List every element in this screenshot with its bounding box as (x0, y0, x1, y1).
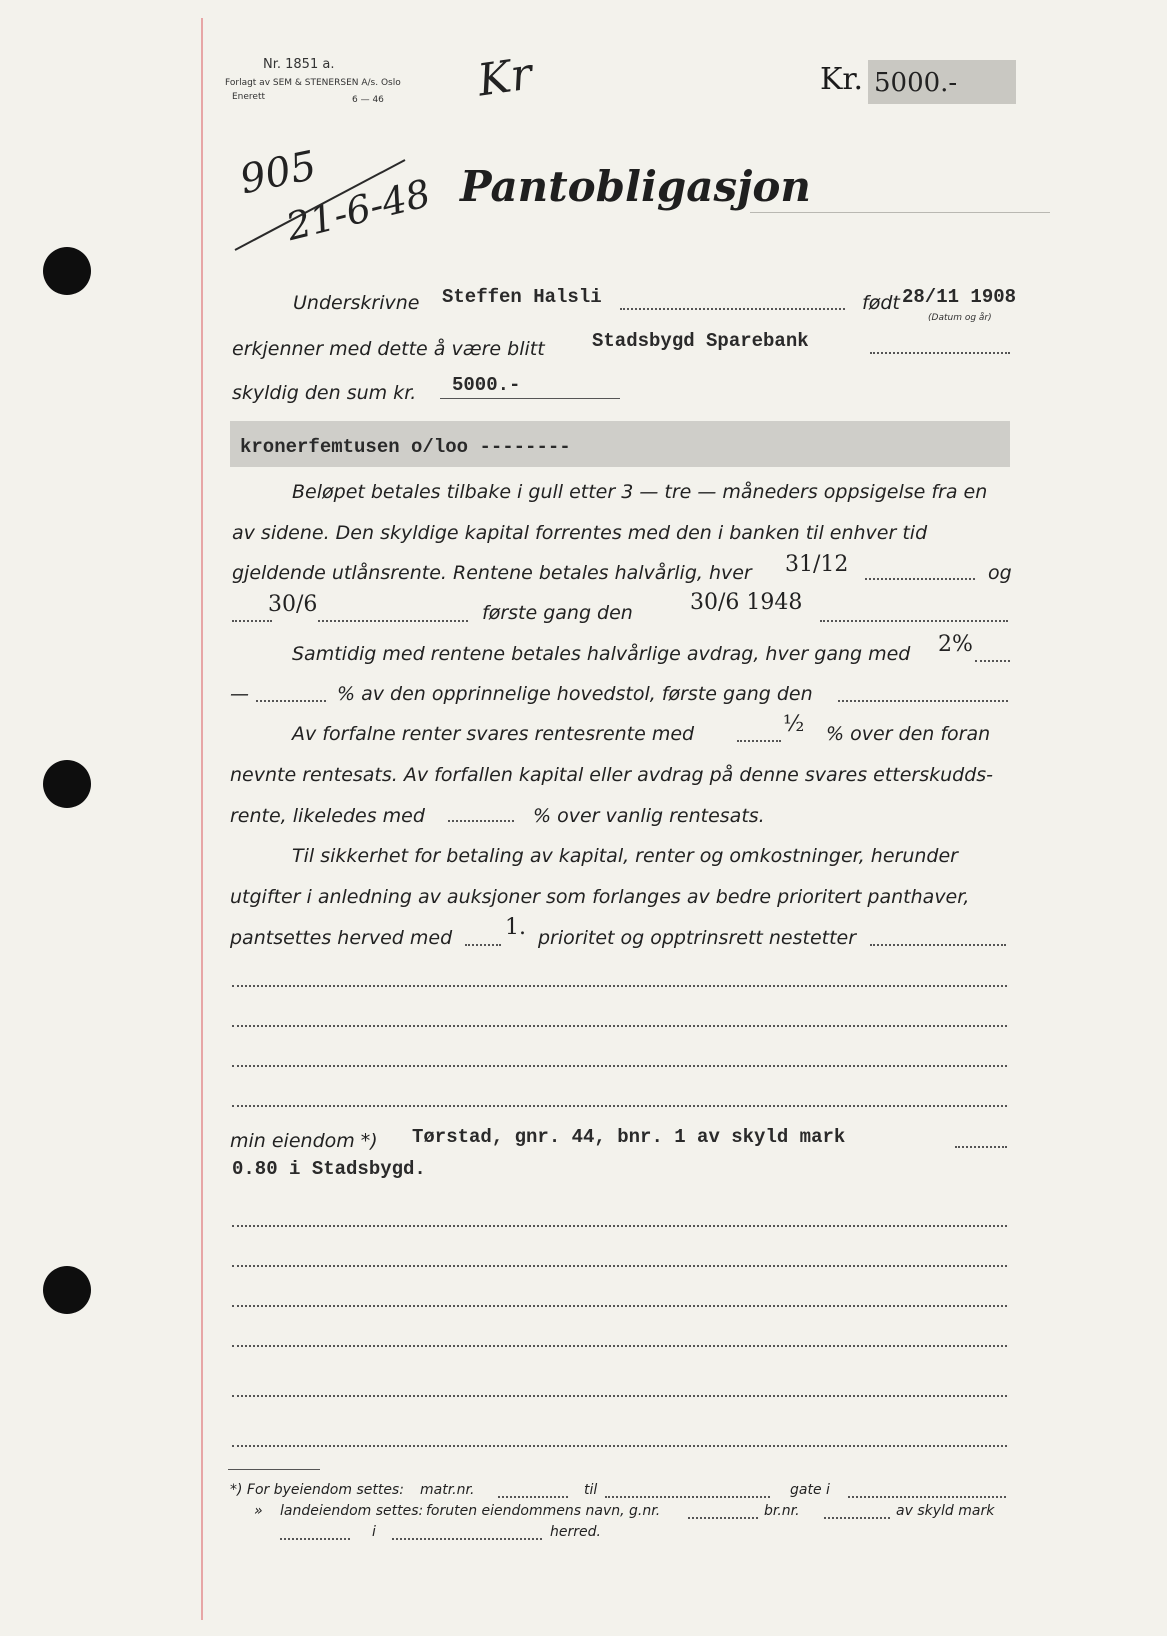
debtor-label: Underskrivne (293, 292, 420, 314)
footnote-1d-dots (848, 1496, 1006, 1498)
installment-percent: 2% (938, 632, 973, 657)
line12-dots (870, 944, 1006, 946)
blank-line-3 (232, 1065, 1007, 1067)
property-dots (955, 1146, 1007, 1148)
first-date-dots (820, 620, 1008, 622)
terms-line-5: Samtidig med rentene betales halvårlige avdrag, hver gang med (292, 643, 911, 665)
title-rule (750, 212, 1050, 213)
property-line-1: Tørstad, gnr. 44, bnr. 1 av skyld mark (412, 1126, 846, 1148)
footnote-2a: » (254, 1503, 263, 1519)
handwritten-date: 21-6-48 (281, 170, 435, 250)
property-label: min eiendom *) (230, 1130, 378, 1152)
amount-label: Kr. (820, 62, 863, 97)
date1-dots (865, 578, 975, 580)
publisher: Forlagt av SEM & STENERSEN A/s. Oslo (225, 78, 401, 88)
footnote-1a: *) For byeiendom settes: (230, 1482, 404, 1498)
og-label: og (988, 562, 1012, 584)
overdue-dots (737, 740, 781, 742)
handwritten-initials: Kr (474, 48, 536, 107)
debtor-name: Steffen Halsli (442, 286, 602, 308)
terms-line-10: Til sikkerhet for betaling av kapital, renter og omkostninger, herunder (292, 845, 958, 867)
footnote-1b-dots (498, 1496, 568, 1498)
interest-date-1: 31/12 (785, 552, 849, 577)
sum-underline (440, 398, 620, 399)
interest-date-2: 30/6 (268, 592, 318, 617)
footnote-1c: til (584, 1482, 598, 1498)
creditor-name: Stadsbygd Sparebank (592, 330, 809, 352)
footnote-2d-dots (824, 1517, 890, 1519)
page-title: Pantobligasjon (460, 162, 811, 211)
footnote-2d: br.nr. (764, 1503, 800, 1519)
exclusive-rights: Enerett (232, 92, 266, 102)
footnote-2b: landeiendom settes: (280, 1503, 424, 1519)
terms-line-2: av sidene. Den skyldige kapital forrentes med den i banken til enhver tid (232, 522, 928, 544)
blank-line-4 (232, 1105, 1007, 1107)
footnote-separator (228, 1469, 320, 1470)
terms-line-9a: rente, likeledes med (230, 805, 425, 827)
blank-line-1 (232, 985, 1007, 987)
footnote-3a: i (372, 1524, 376, 1540)
born-label: født (862, 292, 900, 314)
born-value: 28/11 1908 (902, 286, 1017, 308)
date2-dots-left (232, 620, 272, 622)
punch-hole-middle (43, 760, 91, 808)
blank-line-9 (232, 1395, 1007, 1397)
punch-hole-bottom (43, 1266, 91, 1314)
hand-slash-mark (225, 50, 455, 270)
line9-dots (448, 820, 514, 822)
blank-line-5 (232, 1225, 1007, 1227)
born-hint: (Datum og år) (928, 313, 992, 323)
handwritten-number: 905 (236, 142, 321, 204)
priority-dots (465, 944, 501, 946)
terms-line-8: nevnte rentesats. Av forfallen kapital eller avdrag på denne svares etterskudds- (230, 764, 994, 786)
first-payment-date: 30/6 1948 (690, 590, 803, 615)
sum-value: 5000.- (452, 374, 521, 396)
amount-in-words: kronerfemtusen o/loo -------- (240, 436, 571, 458)
terms-line-3: gjeldende utlånsrente. Rentene betales halvårlig, hver (232, 562, 752, 584)
terms-line-6: % av den opprinnelige hovedstol, første gang den (337, 683, 813, 705)
footnote-2c-dots (688, 1517, 758, 1519)
line6-dots (838, 700, 1008, 702)
terms-line-12b: prioritet og opptrinsrett nestetter (538, 927, 857, 949)
priority-value: 1. (505, 915, 526, 940)
blank-line-7 (232, 1305, 1007, 1307)
sum-label: skyldig den sum kr. (232, 382, 417, 404)
terms-line-7a: Av forfalne renter svares rentesrente med (292, 723, 695, 745)
property-line-2: 0.80 i Stadsbygd. (232, 1158, 426, 1180)
terms-line-11: utgifter i anledning av auksjoner som forlanges av bedre prioritert panthaver, (230, 886, 970, 908)
debtor-dots (620, 308, 845, 310)
terms-line-7b: % over den foran (826, 723, 991, 745)
punch-hole-top (43, 247, 91, 295)
blank-line-2 (232, 1025, 1007, 1027)
installment-dots (975, 660, 1010, 662)
margin-line (201, 18, 203, 1620)
footnote-1d: gate i (790, 1482, 830, 1498)
creditor-label: erkjenner med dette å være blitt (232, 338, 545, 360)
footnote-2e: av skyld mark (896, 1503, 995, 1519)
footnote-1c-dots (605, 1496, 770, 1498)
terms-line-1: Beløpet betales tilbake i gull etter 3 — tre — måneders oppsigelse fra en (292, 481, 988, 503)
blank-line-6 (232, 1265, 1007, 1267)
terms-line-12a: pantsettes herved med (230, 927, 453, 949)
edition: 6 — 46 (352, 95, 384, 105)
blank-line-10 (232, 1445, 1007, 1447)
dash-dots (256, 700, 326, 702)
installment-dash: — (230, 683, 249, 705)
footnote-3-dots-right (392, 1538, 542, 1540)
form-number: Nr. 1851 a. (263, 57, 335, 72)
first-time-label: første gang den (482, 602, 633, 624)
terms-line-9b: % over vanlig rentesats. (533, 805, 765, 827)
footnote-1b: matr.nr. (420, 1482, 475, 1498)
footnote-2c: foruten eiendommens navn, g.nr. (426, 1503, 661, 1519)
creditor-dots (870, 352, 1010, 354)
footnote-3-dots-left (280, 1538, 350, 1540)
date2-dots-right (318, 620, 468, 622)
blank-line-8 (232, 1345, 1007, 1347)
overdue-rate: ½ (783, 712, 805, 737)
footnote-3b: herred. (550, 1524, 601, 1540)
amount-value: 5000.- (874, 68, 958, 98)
